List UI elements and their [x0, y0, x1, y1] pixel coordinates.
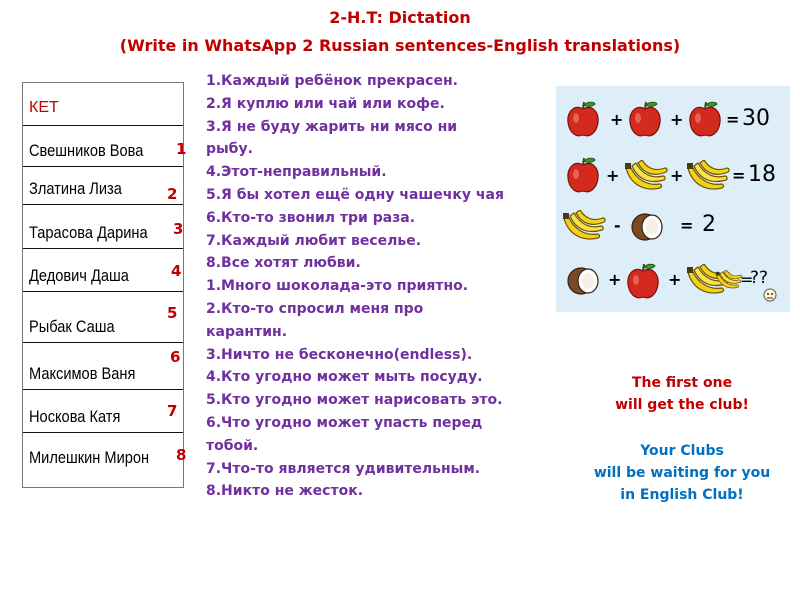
- roster-row: [23, 291, 183, 343]
- puzzle-row: [556, 156, 790, 196]
- sentence-line: 2.Кто-то спросил меня про: [206, 300, 424, 317]
- roster-row: [23, 248, 183, 292]
- apple-icon: [628, 100, 664, 140]
- dictation-sentences: [206, 70, 566, 503]
- sentence-line: 8.Все хотят любви.: [206, 255, 361, 272]
- sentence-line: 6.Что угодно может упасть перед: [206, 414, 483, 431]
- student-number: 5: [167, 304, 178, 322]
- sentence-line: 5.Я бы хотел ещё одну чашечку чая: [206, 186, 504, 203]
- message-line: Your Clubs: [640, 443, 724, 459]
- roster-row: [23, 389, 183, 433]
- student-name: Носкова Катя: [29, 407, 121, 426]
- student-name: Рыбак Саша: [29, 317, 115, 336]
- student-name: Златина Лиза: [29, 179, 122, 198]
- equals-sign: =: [732, 166, 746, 185]
- roster-row: [23, 125, 183, 167]
- plus-sign: +: [608, 270, 622, 289]
- student-number: 8: [176, 446, 187, 464]
- equals-sign: =: [680, 216, 694, 235]
- sentence-line: 1.Много шоколада-это приятно.: [206, 278, 469, 295]
- banana-icon: [560, 210, 608, 244]
- sentence-line: карантин.: [206, 323, 288, 340]
- puzzle-row: [556, 208, 790, 248]
- sentence-line: 4.Этот-неправильный.: [206, 164, 387, 181]
- message-line: will get the club!: [615, 397, 749, 413]
- page-subtitle: (Write in WhatsApp 2 Russian sentences-English translations): [119, 36, 681, 55]
- student-name: Дедович Даша: [29, 266, 129, 285]
- plus-sign: +: [668, 270, 682, 289]
- student-roster: [22, 82, 187, 488]
- roster-row: [23, 204, 183, 249]
- roster-header-label: КЕТ: [29, 99, 59, 116]
- equals-sign: =: [740, 270, 754, 289]
- banana-icon: [622, 160, 670, 194]
- puzzle-result: 30: [742, 106, 770, 131]
- minus-sign: -: [614, 216, 621, 235]
- puzzle-row: [556, 100, 790, 140]
- equals-sign: =: [726, 110, 740, 129]
- fruit-puzzle: [556, 86, 790, 312]
- student-name: Свешников Вова: [29, 141, 144, 160]
- student-name: Тарасова Дарина: [29, 223, 148, 242]
- message-line: The first one: [631, 375, 733, 391]
- coconut-icon: [566, 264, 602, 298]
- student-number: 6: [170, 348, 181, 366]
- coconut-icon: [630, 210, 666, 244]
- sentence-line: 8.Никто не жесток.: [206, 483, 364, 500]
- puzzle-result: 18: [748, 162, 776, 187]
- sentence-line: 7.Что-то является удивительным.: [206, 460, 481, 477]
- plus-sign: +: [606, 166, 620, 185]
- puzzle-row: [556, 262, 790, 302]
- apple-icon: [688, 100, 724, 140]
- apple-icon: [566, 100, 602, 140]
- sentence-line: 3.Я не буду жарить ни мясо ни: [206, 118, 458, 135]
- apple-icon: [626, 262, 662, 302]
- puzzle-result: 2: [702, 212, 716, 237]
- plus-sign: +: [670, 110, 684, 129]
- student-number: 2: [167, 185, 178, 203]
- roster-header: [23, 83, 183, 126]
- sentence-line: 7.Каждый любит веселье.: [206, 232, 422, 249]
- plus-sign: +: [670, 166, 684, 185]
- sentence-line: 6.Кто-то звонил три раза.: [206, 209, 416, 226]
- student-number: 1: [176, 140, 187, 158]
- sentence-line: тобой.: [206, 437, 259, 454]
- student-number: 3: [173, 220, 184, 238]
- student-number: 4: [171, 262, 182, 280]
- roster-row: [23, 342, 183, 390]
- sentence-line: 4.Кто угодно может мыть посуду.: [206, 369, 483, 386]
- student-number: 7: [167, 402, 178, 420]
- roster-row: [23, 166, 183, 205]
- sentence-line: 5.Кто угодно может нарисовать это.: [206, 392, 503, 409]
- sentence-line: 1.Каждый ребёнок прекрасен.: [206, 73, 458, 89]
- banana-icon: [684, 160, 732, 194]
- sentence-line: 2.Я куплю или чай или кофе.: [206, 95, 445, 112]
- plus-sign: +: [610, 110, 624, 129]
- sentence-line: рыбу.: [206, 141, 253, 158]
- student-name: Милешкин Мирон: [29, 448, 150, 467]
- page-title: 2-H.T: Dictation: [329, 8, 471, 27]
- sentence-line: 3.Ничто не бесконечно(endless).: [206, 346, 473, 363]
- puzzle-result: ??: [750, 268, 769, 288]
- thinking-face-icon: [762, 286, 778, 302]
- message-line: will be waiting for you: [593, 465, 771, 481]
- message-line: in English Club!: [620, 487, 744, 503]
- student-name: Максимов Ваня: [29, 364, 136, 383]
- roster-row: [23, 432, 183, 488]
- apple-icon: [566, 156, 602, 196]
